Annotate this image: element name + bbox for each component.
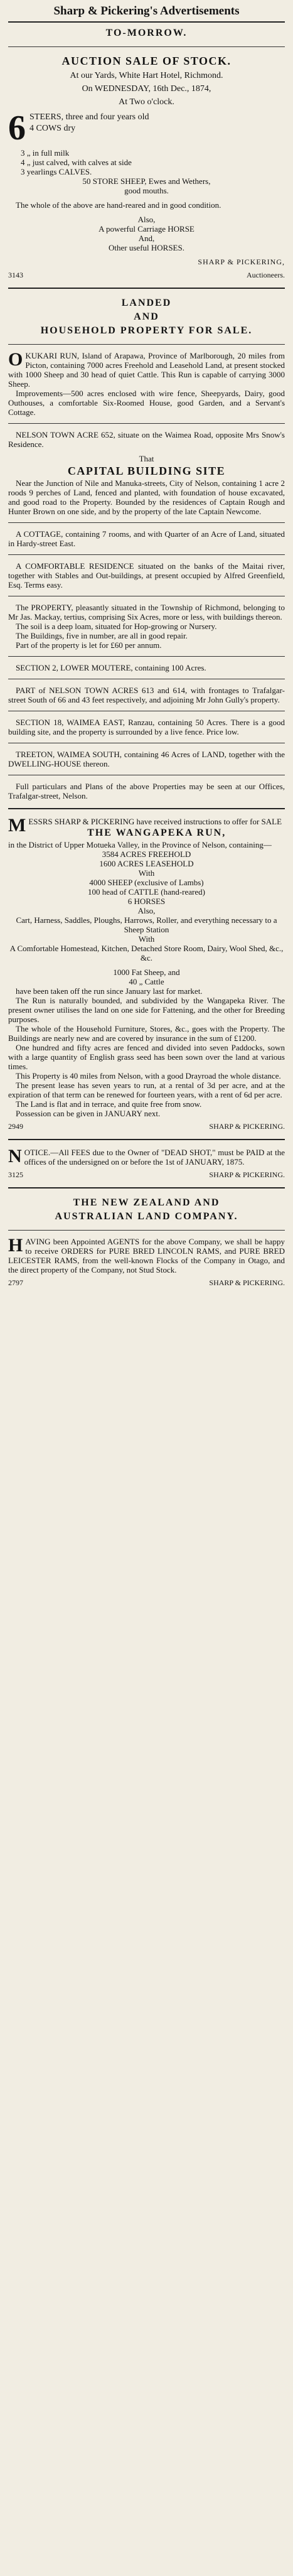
nelson-town-acre: NELSON TOWN ACRE 652, situate on the Waimea Road, opposite Mrs Snow's Residence. xyxy=(8,430,285,449)
auction-ref: 3143 xyxy=(8,271,23,279)
carriage-horse: A powerful Carriage HORSE xyxy=(99,224,194,234)
useful-horses: Other useful HORSES. xyxy=(109,243,184,252)
notice-text: OTICE.—All FEES due to the Owner of "DEAD SHOT," must be PAID at the offices of the undersigned on or before the 1st of JANUARY, 1875. xyxy=(24,1148,285,1167)
nz-land-heading-2: AUSTRALIAN LAND COMPANY. xyxy=(55,1211,238,1222)
wangapeka-location: in the District of Upper Motueka Valley, in the Province of Nelson, containing— xyxy=(8,840,272,849)
with-1: With xyxy=(138,868,155,878)
wangapeka-ref: 2949 xyxy=(8,1122,23,1131)
nz-land-footer xyxy=(8,1278,285,1288)
okukari-dropcap: O xyxy=(8,349,23,370)
auction-heading-tomorrow: TO-MORROW. xyxy=(105,28,188,38)
sheep-quality: good mouths. xyxy=(124,186,169,195)
auction-location: At our Yards, White Hart Hotel, Richmond. xyxy=(70,71,223,80)
cattle-list xyxy=(8,148,285,176)
steers-line-2: 4 COWS dry xyxy=(29,124,76,133)
notice-footer xyxy=(8,1170,285,1180)
column-masthead: Sharp & Pickering's Advertisements xyxy=(8,4,285,23)
property-text: The PROPERTY, pleasantly situated in the Township of Richmond, belonging to Mr Jas. Mackay, tertius, comprising Six Acres, more or less, with buildings thereon. xyxy=(8,603,285,622)
cattle-line-2: 4 „ just calved, with calves at side xyxy=(21,158,132,167)
property-distance-text: This Property is 40 miles from Nelson, with a good Drayroad the whole distance. xyxy=(16,1071,281,1081)
auction-role: Auctioneers. xyxy=(247,271,285,279)
notice-paragraph xyxy=(8,1148,285,1167)
residence-text: A COMFORTABLE RESIDENCE situated on the banks of the Maitai river, together with Stables and Out-buildings, at present occupied by Alfred Greenfield, Esq. Terms easy. xyxy=(8,561,285,590)
cottage-text: A COTTAGE, containing 7 rooms, and with Quarter of an Acre of Land, situated in Hardy-street East. xyxy=(8,529,285,548)
okukari-text: KUKARI RUN, Island of Arapawa, Province of Marlborough, 20 miles from Picton, containing 7000 acres Freehold and Leasehold Land, at present stocked with 1000 Sheep and 30 head of quiet Cattle. This Run is capable of carrying 3000 Sheep. xyxy=(8,351,285,389)
with-2: With xyxy=(138,934,155,944)
section2-text: SECTION 2, LOWER MOUTERE, containing 100 Acres. xyxy=(16,663,206,672)
cattle-100: 100 head of CATTLE (hand-reared) xyxy=(88,887,205,897)
auction-signature: SHARP & PICKERING, xyxy=(198,257,285,266)
fat-stock-2: 40 „ Cattle xyxy=(129,977,164,986)
equipment-text: Cart, Harness, Saddles, Ploughs, Harrows, Roller, and everything necessary to a Sheep Station xyxy=(16,915,277,934)
auction-time: At Two o'clock. xyxy=(119,97,174,107)
nz-land-signature: SHARP & PICKERING. xyxy=(209,1278,285,1287)
run-divided-text: The Run is naturally bounded, and subdivided by the Wangapeka River. The present owner utilises the land on one side for Fattening, and the other for Breeding purposes. xyxy=(8,996,285,1024)
auction-footer xyxy=(8,271,285,280)
notice-ref: 3125 xyxy=(8,1170,23,1179)
household-furniture-text: The whole of the Household Furniture, Stores, &c., goes with the Property. The Buildings are nearly new and are covered by insurance in the sum of £1200. xyxy=(8,1024,285,1043)
plans-text: Full particulars and Plans of the above Properties may be seen at our Offices, Trafalgar-street, Nelson. xyxy=(8,782,285,800)
wangapeka-dropcap: M xyxy=(8,815,26,836)
section18-text: SECTION 18, WAIMEA EAST, Ranzau, containing 50 Acres. There is a good building site, and the property is surrounded by a live fence. Price low. xyxy=(8,718,285,736)
also-1: Also, xyxy=(137,215,156,224)
capital-text: Near the Junction of Nile and Manuka-streets, City of Nelson, containing 1 acre 2 roods 9 perches of Land, fenced and planted, with foundation of house excavated, and good road to the Property. Bounded by the residences of Captain Rough and Hunter Brown on one side, and by the property of the late Captain Newcome. xyxy=(8,478,285,516)
acres-fenced-text: One hundred and fifty acres are fenced and divided into seven Paddocks, sown with a large quantity of English grass seed has been sown over the land at various times. xyxy=(8,1043,285,1071)
sheep-4000: 4000 SHEEP (exclusive of Lambs) xyxy=(89,878,204,887)
let-text: Part of the property is let for £60 per annum. xyxy=(16,640,162,650)
nz-land-ref: 2797 xyxy=(8,1278,23,1287)
land-flat-text: The Land is flat and in terrace, and quite free from snow. xyxy=(16,1099,202,1109)
that-label: That xyxy=(139,454,154,463)
landed-heading: LANDED xyxy=(121,298,172,308)
sheep-line: 50 STORE SHEEP, Ewes and Wethers, xyxy=(82,176,211,186)
wangapeka-signature: SHARP & PICKERING. xyxy=(209,1122,285,1131)
auction-condition: The whole of the above are hand-reared and in good condition. xyxy=(16,200,221,210)
nz-land-dropcap: H xyxy=(8,1235,23,1256)
homestead-text: A Comfortable Homestead, Kitchen, Detached Store Room, Dairy, Wool Shed, &c., &c. xyxy=(9,944,284,962)
taken-off-text: have been taken off the run since January last for market. xyxy=(16,986,203,996)
auction-date: On WEDNESDAY, 16th Dec., 1874, xyxy=(82,84,211,94)
notice-signature: SHARP & PICKERING. xyxy=(209,1170,285,1179)
steers-lines xyxy=(29,112,285,134)
fat-stock-1: 1000 Fat Sheep, and xyxy=(113,967,180,977)
capital-building-site: CAPITAL BUILDING SITE xyxy=(67,465,226,477)
freehold-acres: 3584 ACRES FREEHOLD xyxy=(102,849,191,859)
nz-land-text: AVING been Appointed AGENTS for the above Company, we shall be happy to receive ORDERS for PURE BRED LINCOLN RAMS, and PURE BRED LEICESTER RAMS, from the well-known Flocks of the Company in Otago, and the direct property of the Company, not Stud Stock. xyxy=(8,1237,285,1275)
nz-land-heading-1: THE NEW ZEALAND AND xyxy=(73,1197,220,1208)
cattle-line-1: 3 „ in full milk xyxy=(21,148,70,158)
terms-text: The present lease has seven years to run, at a rental of 3d per acre, and at the expiration of that term can be renewed for fourteen years, with a rent of 6d per acre. xyxy=(8,1081,285,1099)
buildings-text: The Buildings, five in number, are all in good repair. xyxy=(16,631,188,640)
steers-block xyxy=(8,109,285,148)
okukari-paragraph xyxy=(8,351,285,389)
wangapeka-intro-text: ESSRS SHARP & PICKERING have received instructions to offer for SALE xyxy=(28,817,282,826)
horses-6: 6 HORSES xyxy=(127,897,166,906)
wangapeka-title: THE WANGAPEKA RUN, xyxy=(87,827,226,838)
household-heading: AND xyxy=(134,311,159,322)
steers-count: 6 xyxy=(8,109,26,148)
part-nelson-town-acre: PART of NELSON TOWN ACRES 613 and 614, with frontages to Trafalgar-street South of 66 and 43 feet respectively, and adjoining Mr John Gully's property. xyxy=(8,686,285,704)
newspaper-column xyxy=(8,0,285,1288)
nz-land-paragraph xyxy=(8,1237,285,1275)
leasehold-acres: 1600 ACRES LEASEHOLD xyxy=(99,859,194,868)
for-sale-heading: HOUSEHOLD PROPERTY FOR SALE. xyxy=(40,325,253,336)
soil-text: The soil is a deep loam, situated for Hop-growing or Nursery. xyxy=(16,622,217,631)
wangapeka-footer xyxy=(8,1122,285,1131)
auction-title: AUCTION SALE OF STOCK. xyxy=(61,55,232,67)
and-1: And, xyxy=(138,234,155,243)
treeton-text: TREETON, WAIMEA SOUTH, containing 46 Acres of LAND, together with the DWELLING-HOUSE thereon. xyxy=(8,750,285,768)
possession-text: Possession can be given in JANUARY next. xyxy=(16,1109,161,1118)
okukari-improvements: Improvements—500 acres enclosed with wire fence, Sheepyards, Dairy, good Outhouses, a comfortable Six-Roomed House, good Garden, and a Servant's Cottage. xyxy=(8,389,285,417)
steers-line-1: STEERS, three and four years old xyxy=(29,112,149,122)
also-2: Also, xyxy=(137,906,156,915)
notice-dropcap: N xyxy=(8,1146,22,1167)
cattle-line-3: 3 yearlings CALVES. xyxy=(21,167,92,176)
